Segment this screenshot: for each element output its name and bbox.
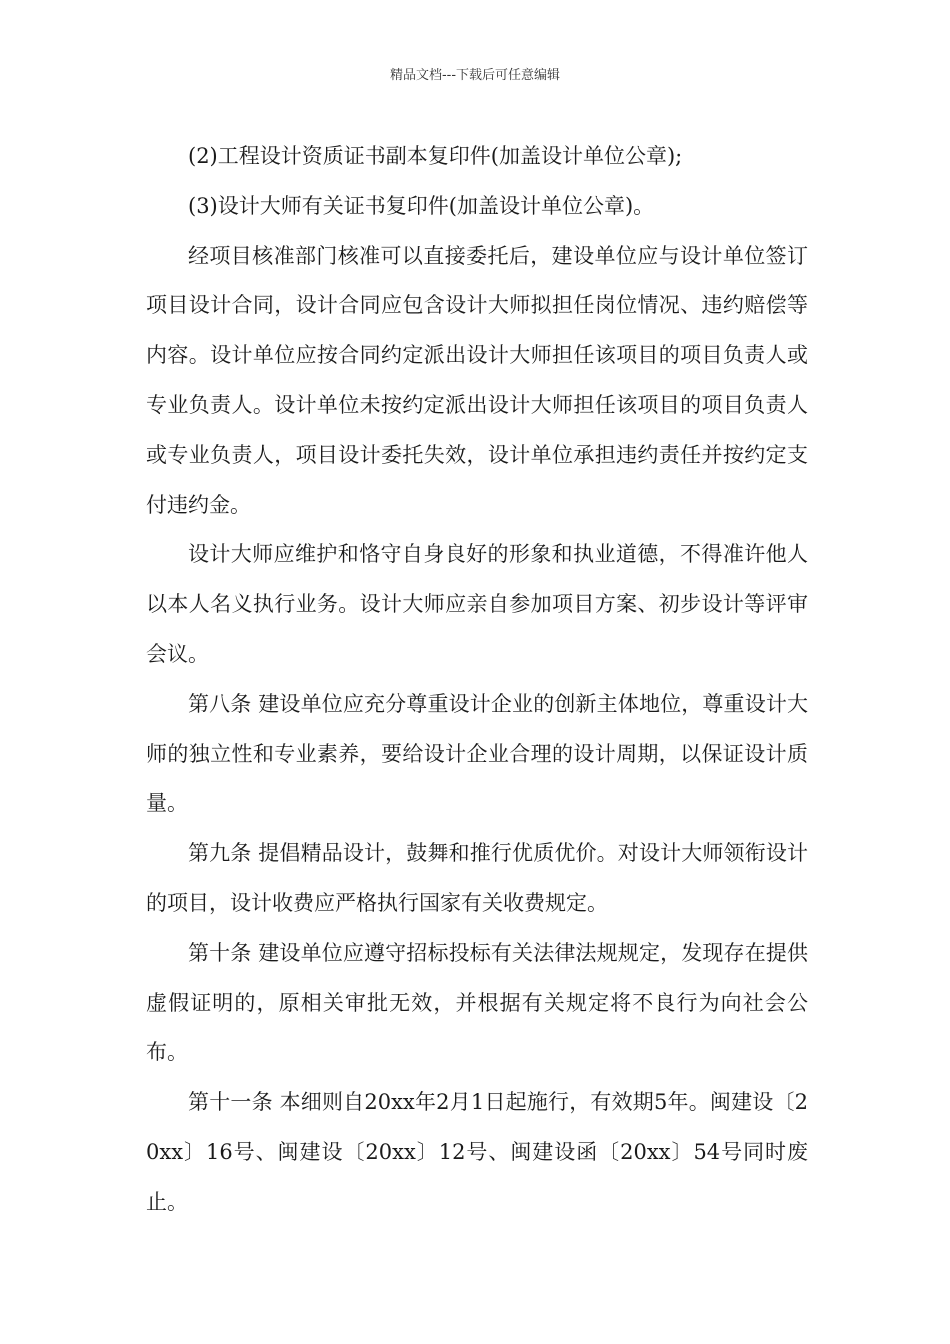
paragraph-commission-contract: 经项目核准部门核准可以直接委托后，建设单位应与设计单位签订项目设计合同，设计合同应包含设计大师拟担任岗位情况、违约赔偿等内容。设计单位应按合同约定派出设计大师担任该项目的项目负责人或专业负责人。设计单位未按约定派出设计大师担任该项目的项目负责人或专业负责人，项目设计委托失效，设计单位承担违约责任并按约定支付违约金。 bbox=[146, 243, 808, 517]
paragraph-article-9: 第九条 提倡精品设计，鼓舞和推行优质优价。对设计大师领衔设计的项目，设计收费应严格执行国家有关收费规定。 bbox=[146, 841, 808, 915]
paragraph-item-3: (3)设计大师有关证书复印件(加盖设计单位公章)。 bbox=[188, 193, 655, 218]
paragraph-item-2: (2)工程设计资质证书副本复印件(加盖设计单位公章); bbox=[188, 144, 683, 168]
paragraph-master-ethics: 设计大师应维护和恪守自身良好的形象和执业道德，不得准许他人以本人名义执行业务。设计大师应亲自参加项目方案、初步设计等评审会议。 bbox=[146, 542, 808, 666]
page-header: 精品文档---下载后可任意编辑 bbox=[389, 68, 561, 83]
paragraph-article-11: 第十一条 本细则自20xx年2月1日起施行，有效期5年。闽建设〔20xx〕16号、闽建设〔20xx〕12号、闽建设函〔20xx〕54号同时废止。 bbox=[146, 1090, 808, 1214]
paragraph-article-10: 第十条 建设单位应遵守招标投标有关法律法规规定，发现存在提供虚假证明的，原相关审批无效，并根据有关规定将不良行为向社会公布。 bbox=[146, 940, 808, 1065]
paragraph-article-8: 第八条 建设单位应充分尊重设计企业的创新主体地位，尊重设计大师的独立性和专业素养，要给设计企业合理的设计周期，以保证设计质量。 bbox=[146, 691, 808, 816]
document-body bbox=[146, 132, 808, 1228]
